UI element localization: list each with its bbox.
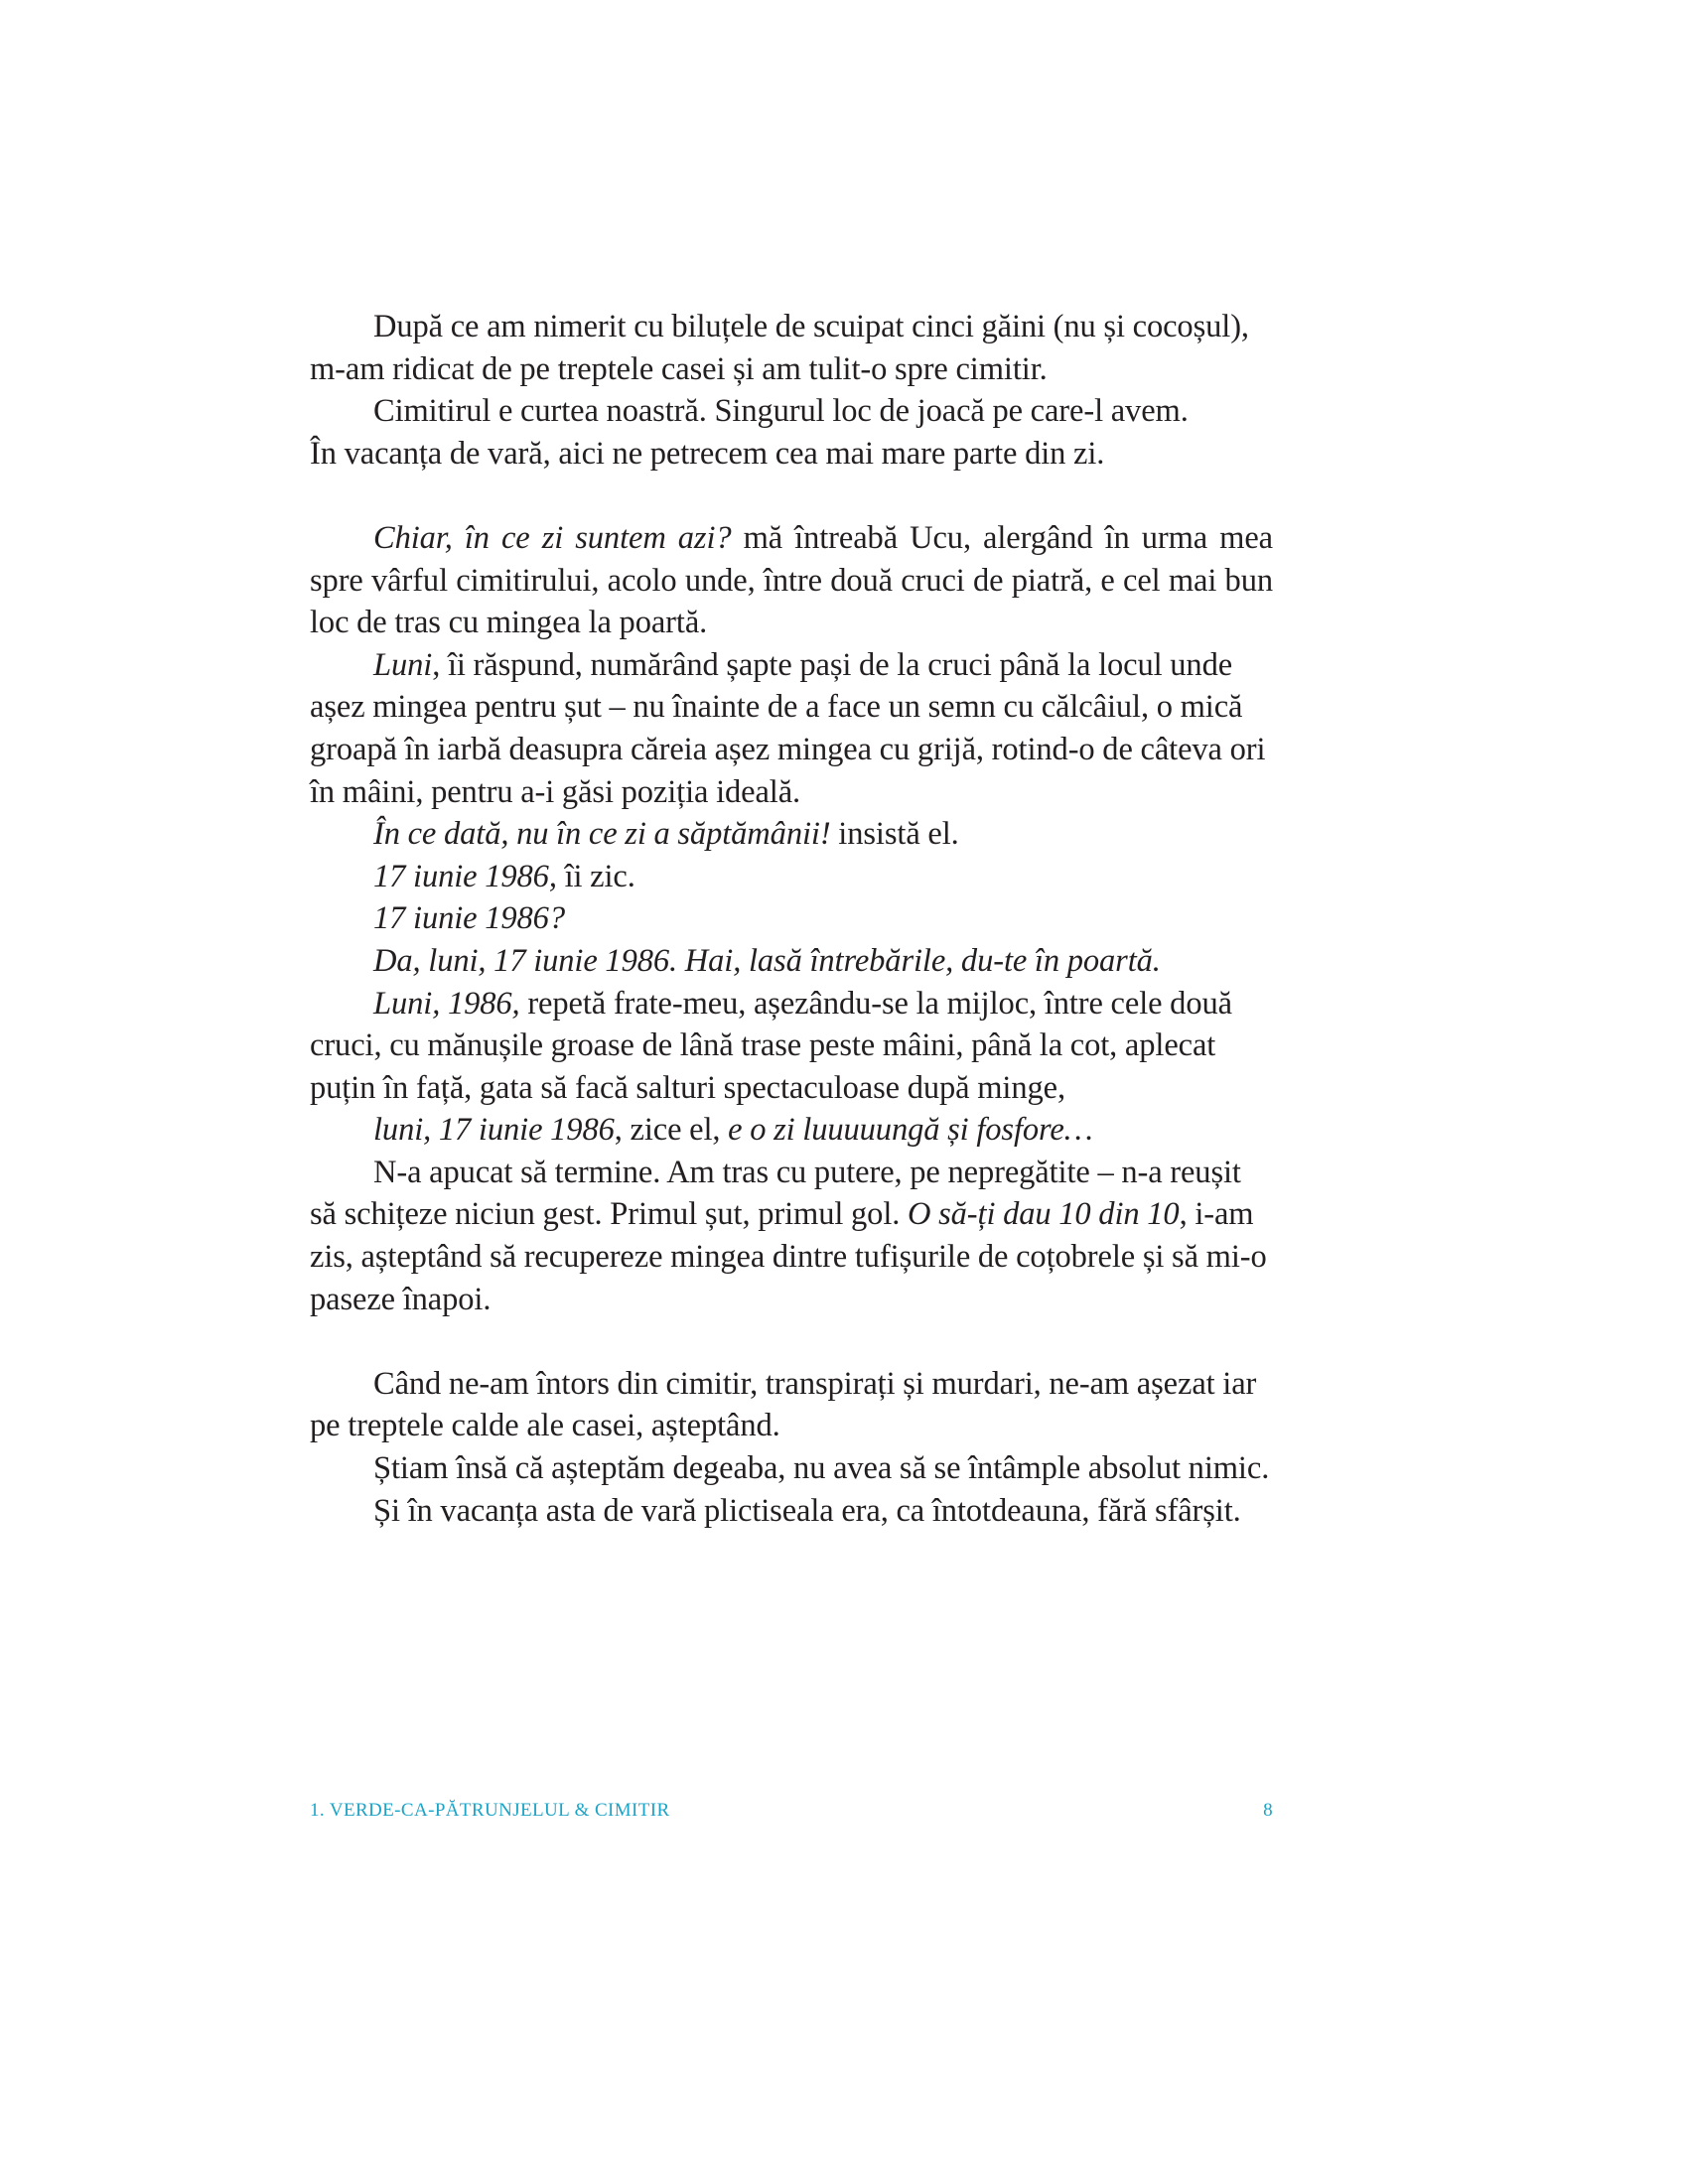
page-number: 8 <box>1263 1800 1273 1821</box>
paragraph <box>310 940 1273 983</box>
text-line: Cimitirul e curtea noastră. Singurul loc de joacă pe care-l avem. <box>373 393 1189 430</box>
text-line: În vacanța de vară, aici ne petrecem cea mai mare parte din zi. <box>310 435 1105 472</box>
italic-dialogue: 17 iunie 1986, <box>373 858 557 894</box>
paragraph <box>310 856 1273 898</box>
text-run: repetă frate-meu, așezându-se la mijloc, între cele două cruci, cu mănușile groase de lână trase peste mâini, până la cot, aplecat puțin în față, gata să facă salturi spectaculoase după minge, <box>310 985 1232 1106</box>
paragraph <box>310 517 1273 644</box>
text-run: , i-am zis, așteptând să recupereze mingea dintre tufișurile de coțobrele și să mi-o paseze înapoi. <box>310 1196 1267 1317</box>
text-run: Și în vacanța asta de vară plictiseala era, ca întotdeauna, fără sfârșit. <box>373 1492 1241 1529</box>
page-footer <box>310 1800 1273 1830</box>
text-run: N-a apucat să termine. Am tras cu putere, pe nepregătite – n-a reușit să schițeze niciun gest. Primul șut, primul gol. <box>310 1154 1241 1233</box>
paragraph <box>310 813 1273 856</box>
italic-dialogue: Luni <box>373 646 433 683</box>
paragraph <box>310 983 1273 1110</box>
chapter-title: 1. VERDE-CA-PĂTRUNJELUL & CIMITIR <box>310 1800 670 1821</box>
paragraph <box>310 390 1273 433</box>
text-run: , zice el, <box>614 1112 729 1149</box>
paragraph <box>310 644 1273 813</box>
italic-dialogue: O să-ți dau 10 din 10 <box>908 1196 1180 1233</box>
text-line: După ce am nimerit cu biluțele de scuipat cinci găini (nu și cocoșul), <box>373 309 1249 344</box>
text-run: Când ne-am întors din cimitir, transpirați și murdari, ne-am așezat iar pe treptele calde ale casei, așteptând. <box>310 1365 1257 1444</box>
paragraph <box>310 897 1273 940</box>
text-run: mă întreabă Ucu, alergând în urma mea spre vârful cimitirului, acolo unde, între două cruci de piatră, e cel mai bun loc de tras cu mingea la poartă. <box>310 519 1273 641</box>
paragraph <box>310 1109 1273 1152</box>
italic-dialogue: luni, 17 iunie 1986 <box>373 1112 615 1149</box>
paragraph-continuation <box>310 433 1273 476</box>
italic-dialogue: Luni, 1986, <box>373 985 520 1022</box>
italic-dialogue: e o zi luuuuungă și fosfore… <box>728 1112 1093 1149</box>
text-line: m-am ridicat de pe treptele casei și am tulit-o spre cimitir. <box>310 350 1048 387</box>
text-run: , îi răspund, numărând șapte pași de la cruci până la locul unde așez mingea pentru șut – nu înainte de a face un semn cu călcâiul, o mică groapă în iarbă deasupra căreia așez mingea cu grijă, rotind-o de câteva ori în mâini, pentru a-i găsi poziția ideală. <box>310 646 1266 810</box>
text-run: Știam însă că așteptăm degeaba, nu avea să se întâmple absolut nimic. <box>373 1450 1270 1487</box>
italic-dialogue: Chiar, în ce zi suntem azi? <box>373 519 732 556</box>
paragraph <box>310 306 1273 348</box>
paragraph <box>310 1152 1273 1320</box>
section-break <box>310 475 1273 517</box>
italic-dialogue: În ce dată, nu în ce zi a săptămânii! <box>373 816 831 853</box>
paragraph <box>310 1447 1273 1490</box>
paragraph <box>310 1363 1273 1447</box>
text-run: îi zic. <box>556 858 635 894</box>
body-text <box>310 306 1273 1532</box>
italic-dialogue: Da, luni, 17 iunie 1986. Hai, lasă întrebările, du-te în poartă. <box>373 942 1161 979</box>
section-break <box>310 1320 1273 1363</box>
text-run: insistă el. <box>830 816 959 853</box>
paragraph <box>310 1490 1273 1533</box>
italic-dialogue: 17 iunie 1986? <box>373 900 565 937</box>
paragraph-continuation <box>310 348 1273 391</box>
